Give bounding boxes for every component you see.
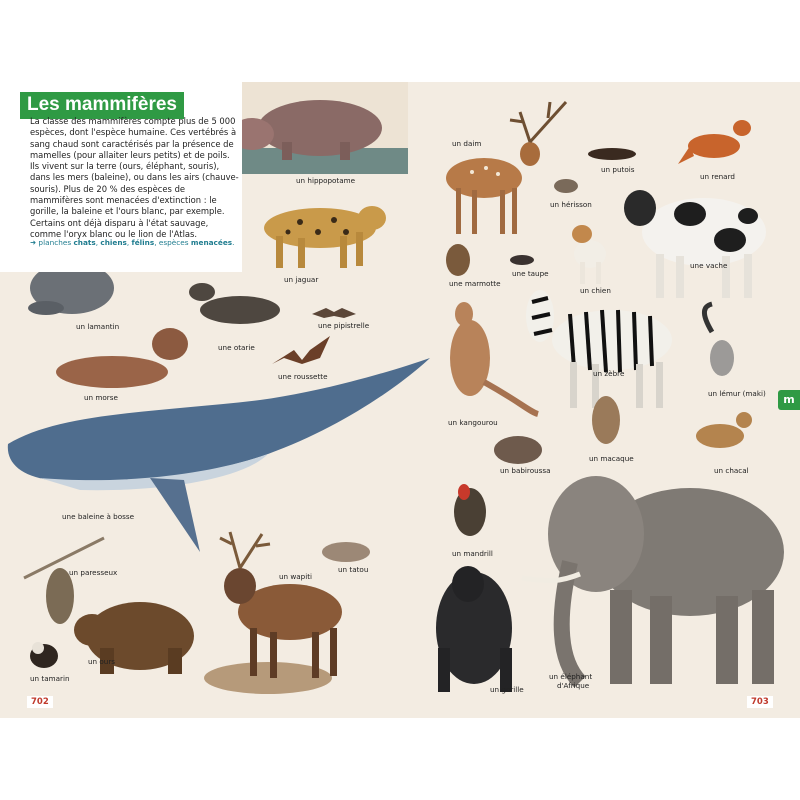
mandrill-image bbox=[454, 484, 486, 536]
label-baleine: une baleine à bosse bbox=[62, 512, 135, 521]
label-herisson: un hérisson bbox=[550, 200, 592, 209]
label-taupe: une taupe bbox=[512, 269, 549, 278]
label-ours: un ours bbox=[88, 657, 116, 666]
jackal-image bbox=[696, 412, 752, 448]
link-menacees[interactable]: menacées bbox=[190, 238, 233, 247]
sea-lion-image bbox=[189, 283, 280, 324]
label-otarie: une otarie bbox=[218, 343, 255, 352]
see-also-links: ➜ planches chats, chiens, félins, espèces menacées. bbox=[30, 238, 235, 247]
label-marmotte: une marmotte bbox=[449, 279, 501, 288]
label-daim: un daim bbox=[452, 139, 482, 148]
lemur-image bbox=[704, 304, 734, 376]
babirusa-image bbox=[494, 436, 542, 464]
humpback-whale-image bbox=[8, 358, 430, 552]
label-zebre: un zèbre bbox=[593, 369, 625, 378]
label-lamantin: un lamantin bbox=[76, 322, 120, 331]
flying-fox-image bbox=[272, 336, 330, 364]
section-letter-tab: m bbox=[778, 390, 800, 410]
fox-image bbox=[678, 120, 751, 164]
label-morse: un morse bbox=[84, 393, 118, 402]
label-pipistrelle: une pipistrelle bbox=[318, 321, 370, 330]
kangaroo-image bbox=[450, 302, 538, 414]
armadillo-image bbox=[322, 542, 370, 562]
see-also-prefix: ➜ planches bbox=[30, 238, 72, 247]
label-elephant-1: un éléphant bbox=[549, 672, 593, 681]
hedgehog-image bbox=[554, 179, 578, 193]
label-kangourou: un kangourou bbox=[448, 418, 498, 427]
label-mandrill: un mandrill bbox=[452, 549, 493, 558]
gorilla-image bbox=[436, 566, 512, 692]
label-lemur: un lémur (maki) bbox=[708, 389, 766, 398]
fallow-deer-image bbox=[446, 102, 566, 234]
sloth-image bbox=[24, 538, 104, 624]
label-tatou: un tatou bbox=[338, 565, 369, 574]
page-number-right: 703 bbox=[747, 696, 773, 708]
label-hippopotame: un hippopotame bbox=[296, 176, 356, 185]
wapiti-image bbox=[204, 532, 342, 694]
intro-paragraph: La classe des mammifères compte plus de 5 000 espèces, dont l'espèce humaine. Ces vertébrés à sang chaud sont caractérisés par la présence de mamelles (pour allaiter leurs petits) et de poils. Ils vivent sur la terre (ours, éléphant, souris), dans les mers (baleine), ou dans les airs (chauve-souris). Plus de 20 % des espèces de mammifères sont menacées d'extinction : le gorille, la baleine et l'ours blanc, par exemple. Certains ont déjà disparu à l'état sauvage, comme l'oryx blanc ou le lion de l'Atlas. bbox=[30, 116, 239, 239]
dictionary-spread bbox=[0, 82, 800, 718]
label-chien: un chien bbox=[580, 286, 611, 295]
cow-image bbox=[624, 190, 766, 298]
pipistrelle-image bbox=[312, 308, 356, 318]
label-roussette: une roussette bbox=[278, 372, 328, 381]
label-jaguar: un jaguar bbox=[284, 275, 319, 284]
label-gorille: un gorille bbox=[490, 685, 524, 694]
label-putois: un putois bbox=[601, 165, 635, 174]
mole-image bbox=[510, 255, 534, 265]
macaque-image bbox=[592, 396, 620, 444]
label-babiroussa: un babiroussa bbox=[500, 466, 551, 475]
dog-image bbox=[572, 225, 606, 284]
see-also-middle: espèces bbox=[158, 238, 189, 247]
label-chacal: un chacal bbox=[714, 466, 749, 475]
label-elephant-2: d'Afrique bbox=[557, 681, 590, 690]
intro-box bbox=[0, 82, 242, 272]
link-felins[interactable]: félins bbox=[131, 238, 155, 247]
polecat-image bbox=[588, 148, 636, 160]
walrus-image bbox=[56, 328, 188, 388]
page-number-left: 702 bbox=[27, 696, 53, 708]
label-macaque: un macaque bbox=[589, 454, 634, 463]
label-paresseux: un paresseux bbox=[69, 568, 118, 577]
hippopotamus-image bbox=[230, 82, 408, 174]
label-vache: une vache bbox=[690, 261, 728, 270]
link-chats[interactable]: chats bbox=[73, 238, 96, 247]
link-chiens[interactable]: chiens bbox=[100, 238, 127, 247]
elephant-image bbox=[522, 476, 784, 684]
marmot-image bbox=[446, 244, 470, 276]
label-renard: un renard bbox=[700, 172, 735, 181]
jaguar-image bbox=[264, 206, 386, 268]
section-title: Les mammifères bbox=[20, 92, 184, 119]
label-wapiti: un wapiti bbox=[279, 572, 313, 581]
label-tamarin: un tamarin bbox=[30, 674, 70, 683]
zebra-image bbox=[526, 290, 672, 408]
tamarin-image bbox=[30, 642, 58, 668]
